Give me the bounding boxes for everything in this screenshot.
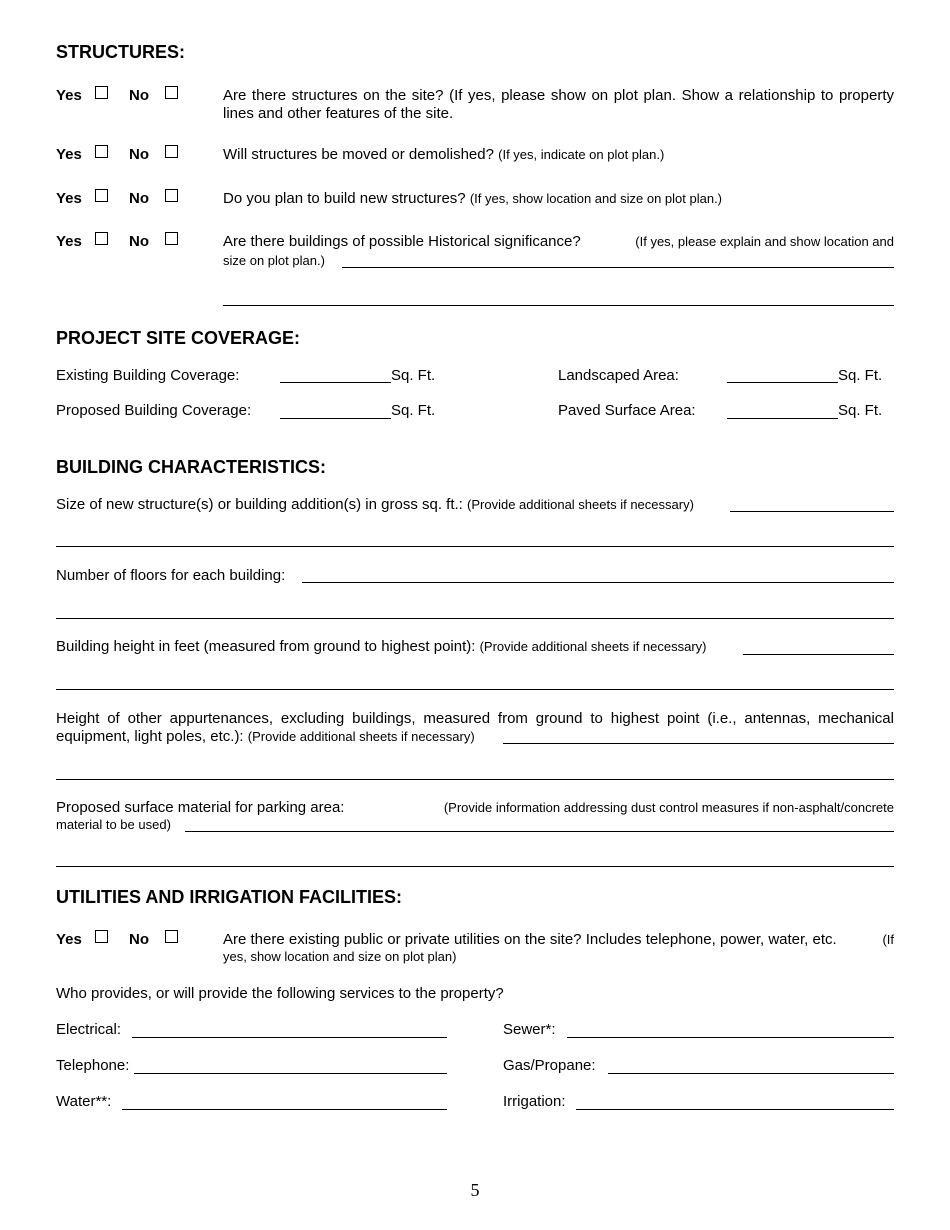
q4-question-line1 [223,233,894,251]
size-field-line-2[interactable] [56,546,894,547]
electrical-field[interactable] [132,1037,447,1038]
paved-area-field[interactable] [727,418,838,419]
floors-label: Number of floors for each building: [56,567,286,584]
utilities-note-a: (If [882,932,894,947]
size-field[interactable] [730,511,894,512]
q2-note: (If yes, indicate on plot plan.) [498,147,665,162]
q2-yes-checkbox[interactable] [95,145,108,158]
q4-note-a: (If yes, please explain and show location and [635,234,894,249]
q2-no-label: No [129,146,149,163]
coverage-heading: PROJECT SITE COVERAGE: [56,328,301,348]
size-note: (Provide additional sheets if necessary) [467,497,694,512]
q4-yes-checkbox[interactable] [95,232,108,245]
irrigation-field[interactable] [576,1109,894,1110]
height-field-line-2[interactable] [56,689,894,690]
size-question [56,496,694,514]
water-field[interactable] [122,1109,447,1110]
q3-no-label: No [129,190,149,207]
irrigation-label: Irrigation: [503,1093,566,1110]
q4-no-checkbox[interactable] [165,232,178,245]
surface-field-line-2[interactable] [56,866,894,867]
surface-question-line1 [56,799,894,817]
paved-area-label: Paved Surface Area: [558,402,696,419]
floors-field[interactable] [302,582,894,583]
surface-label: Proposed surface material for parking area: [56,799,345,816]
proposed-coverage-unit: Sq. Ft. [391,402,436,419]
q2-yes-label: Yes [56,146,82,163]
structures-heading: STRUCTURES: [56,42,185,62]
sewer-field[interactable] [567,1037,894,1038]
telephone-field[interactable] [134,1073,447,1074]
utilities-yes-label: Yes [56,931,82,948]
proposed-coverage-label: Proposed Building Coverage: [56,402,252,419]
surface-note-b: material to be used) [56,817,171,832]
size-label: Size of new structure(s) or building addition(s) in gross sq. ft.: [56,496,463,513]
q2-question [223,146,664,164]
q3-no-checkbox[interactable] [165,189,178,202]
existing-coverage-unit: Sq. Ft. [391,367,436,384]
q1-yes-label: Yes [56,87,82,104]
utilities-no-checkbox[interactable] [165,930,178,943]
q3-yes-label: Yes [56,190,82,207]
utilities-heading: UTILITIES AND IRRIGATION FACILITIES: [56,887,402,907]
utilities-yes-checkbox[interactable] [95,930,108,943]
floors-field-line-2[interactable] [56,618,894,619]
q1-question: Are there structures on the site? (If yes, please show on plot plan. Show a relationship to property lines and other features of the site. [223,87,894,122]
utilities-question-line1 [223,931,894,949]
appurtenances-label: equipment, light poles, etc.): [56,728,244,745]
q1-yes-checkbox[interactable] [95,86,108,99]
height-note: (Provide additional sheets if necessary) [479,639,707,654]
appurtenances-line2 [56,728,475,746]
building-heading: BUILDING CHARACTERISTICS: [56,457,326,477]
sewer-label: Sewer*: [503,1021,556,1038]
gas-field[interactable] [608,1073,894,1074]
q1-no-checkbox[interactable] [165,86,178,99]
appurtenances-note: (Provide additional sheets if necessary) [247,729,475,744]
landscaped-area-unit: Sq. Ft. [838,367,883,384]
q3-yes-checkbox[interactable] [95,189,108,202]
appurtenances-line1: Height of other appurtenances, excluding buildings, measured from ground to highest point (i.e., antennas, mechanical [56,710,894,727]
landscaped-area-label: Landscaped Area: [558,367,679,384]
who-provides-text: Who provides, or will provide the following services to the property? [56,985,504,1002]
surface-note-a: (Provide information addressing dust control measures if non-asphalt/concrete [443,800,894,815]
surface-field[interactable] [185,831,894,832]
q4-no-label: No [129,233,149,250]
paved-area-unit: Sq. Ft. [838,402,883,419]
electrical-label: Electrical: [56,1021,122,1038]
q3-question [223,190,722,208]
q4-yes-label: Yes [56,233,82,250]
q3-note: (If yes, show location and size on plot plan.) [469,191,723,206]
landscaped-area-field[interactable] [727,382,838,383]
height-label: Building height in feet (measured from ground to highest point): [56,638,476,655]
existing-coverage-label: Existing Building Coverage: [56,367,240,384]
gas-label: Gas/Propane: [503,1057,596,1074]
existing-coverage-field[interactable] [280,382,391,383]
q4-note-b: size on plot plan.) [223,253,325,268]
q2-main: Will structures be moved or demolished? [223,146,494,163]
q4-answer-line-1[interactable] [342,267,894,268]
height-question [56,638,706,656]
q2-no-checkbox[interactable] [165,145,178,158]
q1-no-label: No [129,87,149,104]
telephone-label: Telephone: [56,1057,130,1074]
q4-main: Are there buildings of possible Historical significance? [223,233,581,250]
utilities-question: Are there existing public or private utilities on the site? Includes telephone, power, water, etc. [223,931,837,948]
utilities-note-b: yes, show location and size on plot plan) [223,949,457,964]
appurtenances-field-line-2[interactable] [56,779,894,780]
utilities-no-label: No [129,931,149,948]
water-label: Water**: [56,1093,112,1110]
appurtenances-field[interactable] [503,743,894,744]
q4-answer-line-2[interactable] [223,305,894,306]
page-number: 5 [470,1180,480,1200]
proposed-coverage-field[interactable] [280,418,391,419]
height-field[interactable] [743,654,894,655]
q3-main: Do you plan to build new structures? [223,190,466,207]
